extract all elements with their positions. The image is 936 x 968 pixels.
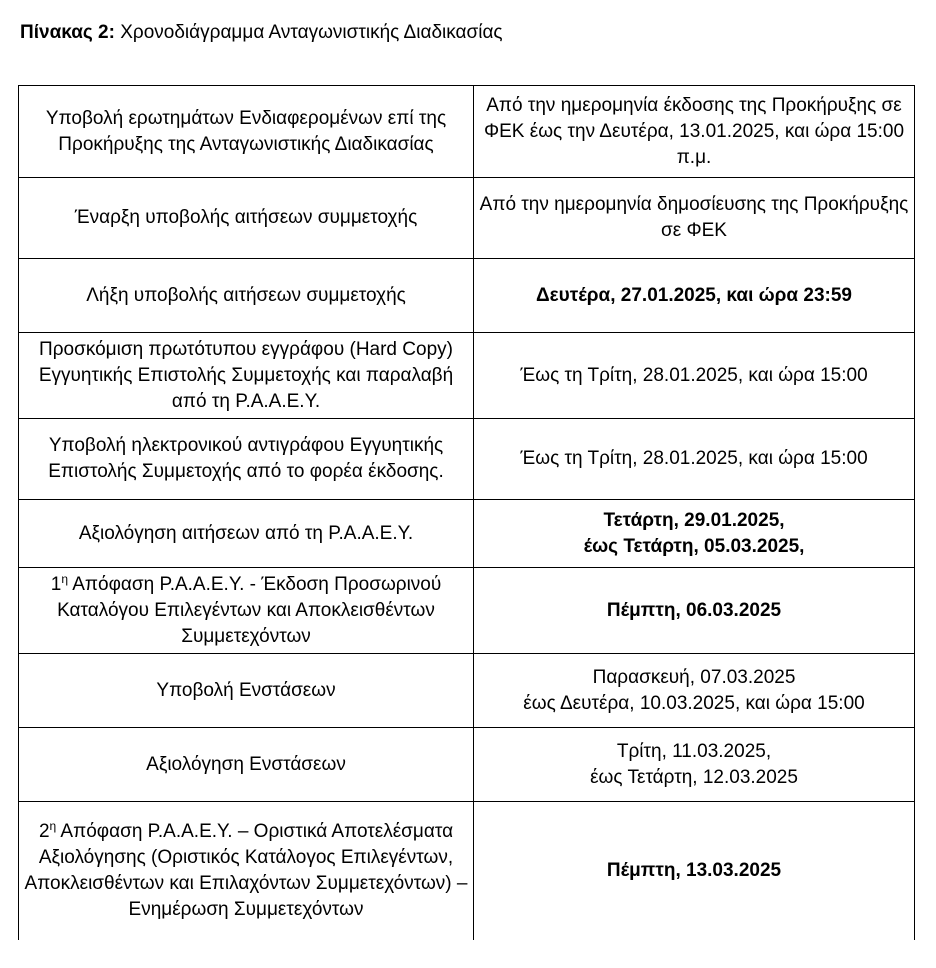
date-cell: Έως τη Τρίτη, 28.01.2025, και ώρα 15:00 <box>474 333 915 419</box>
date-end: έως Τετάρτη, 05.03.2025, <box>583 535 805 557</box>
date-cell <box>474 500 915 568</box>
table-row <box>19 178 915 259</box>
date-end: έως Τετάρτη, 12.03.2025 <box>590 766 798 788</box>
table-row <box>19 568 915 654</box>
date-start: Τετάρτη, 29.01.2025, <box>603 509 785 531</box>
ordinal-suffix: η <box>49 818 57 833</box>
table-row <box>19 419 915 500</box>
schedule-table <box>18 85 915 940</box>
step-cell: Λήξη υποβολής αιτήσεων συμμετοχής <box>19 259 474 333</box>
step-number: 1 <box>50 573 62 595</box>
date-cell: Έως τη Τρίτη, 28.01.2025, και ώρα 15:00 <box>474 419 915 500</box>
date-cell: Δευτέρα, 27.01.2025, και ώρα 23:59 <box>474 259 915 333</box>
table-caption <box>20 22 503 44</box>
ordinal-suffix: η <box>61 571 68 586</box>
table-row <box>19 728 915 802</box>
table-row <box>19 654 915 728</box>
table-row <box>19 86 915 178</box>
caption-title: Χρονοδιάγραμμα Ανταγωνιστικής Διαδικασίας <box>120 22 503 43</box>
table-row <box>19 259 915 333</box>
step-cell: Υποβολή ηλεκτρονικού αντιγράφου Εγγυητικής Επιστολής Συμμετοχής από το φορέα έκδοσης. <box>19 419 474 500</box>
step-cell <box>19 568 474 654</box>
date-cell <box>474 728 915 802</box>
step-text: Απόφαση Ρ.Α.Α.Ε.Υ. - Έκδοση Προσωρινού Καταλόγου Επιλεγέντων και Αποκλεισθέντων Συμμετεχόντων <box>57 573 442 647</box>
step-cell: Αξιολόγηση αιτήσεων από τη Ρ.Α.Α.Ε.Υ. <box>19 500 474 568</box>
step-cell: Αξιολόγηση Ενστάσεων <box>19 728 474 802</box>
date-cell: Πέμπτη, 13.03.2025 <box>474 802 915 940</box>
date-start: Τρίτη, 11.03.2025, <box>616 740 772 762</box>
date-cell: Πέμπτη, 06.03.2025 <box>474 568 915 654</box>
step-cell: Υποβολή ερωτημάτων Ενδιαφερομένων επί της Προκήρυξης της Ανταγωνιστικής Διαδικασίας <box>19 86 474 178</box>
step-text: Απόφαση Ρ.Α.Α.Ε.Υ. – Οριστικά Αποτελέσματα Αξιολόγησης (Οριστικός Κατάλογος Επιλεγέντων, Αποκλεισθέντων και Επιλαχόντων Συμμετεχόντων) – Ενημέρωση Συμμετεχόντων <box>24 820 468 920</box>
step-cell: Υποβολή Ενστάσεων <box>19 654 474 728</box>
date-cell <box>474 654 915 728</box>
table-row <box>19 500 915 568</box>
step-cell: Προσκόμιση πρωτότυπου εγγράφου (Hard Copy) Εγγυητικής Επιστολής Συμμετοχής και παραλαβή από τη Ρ.Α.Α.Ε.Υ. <box>19 333 474 419</box>
table-row <box>19 802 915 940</box>
step-number: 2 <box>38 820 50 842</box>
step-cell <box>19 802 474 940</box>
date-cell: Από την ημερομηνία δημοσίευσης της Προκήρυξης σε ΦΕΚ <box>474 178 915 259</box>
date-start: Παρασκευή, 07.03.2025 <box>592 666 796 688</box>
date-end: έως Δευτέρα, 10.03.2025, και ώρα 15:00 <box>523 692 865 714</box>
table-row <box>19 333 915 419</box>
date-cell: Από την ημερομηνία έκδοσης της Προκήρυξης σε ΦΕΚ έως την Δευτέρα, 13.01.2025, και ώρα 15:00 π.μ. <box>474 86 915 178</box>
caption-label: Πίνακας 2: <box>20 22 115 43</box>
step-cell: Έναρξη υποβολής αιτήσεων συμμετοχής <box>19 178 474 259</box>
